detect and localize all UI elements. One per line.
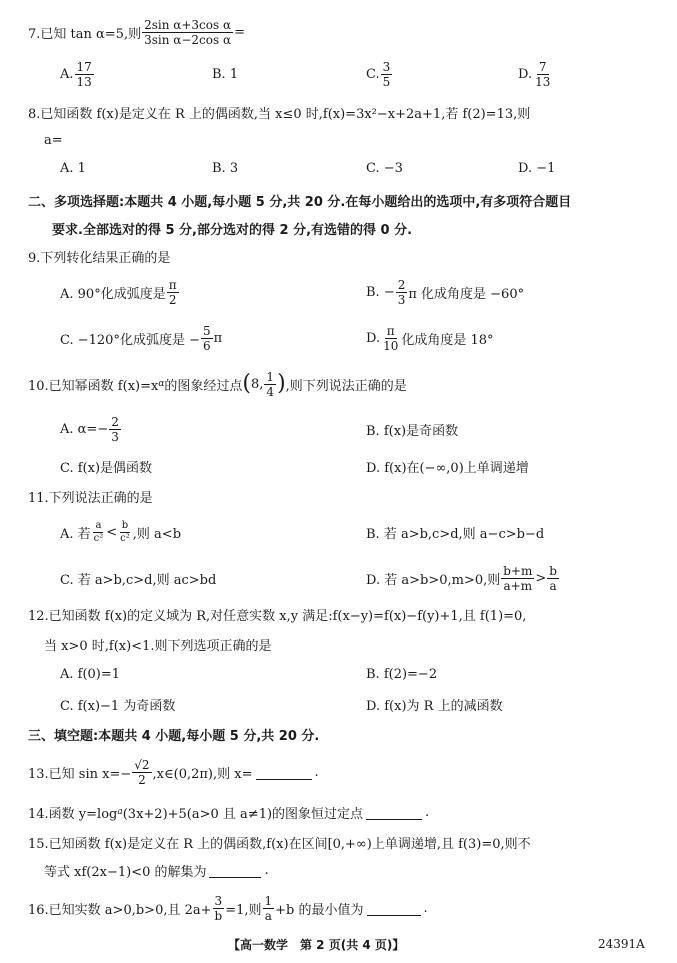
q8-line2: a= bbox=[44, 132, 63, 148]
left-paren: ( bbox=[242, 371, 252, 396]
q7-fraction: $\frac{\text{2sin α+3cos α}}{\text{3sin α−2cos α}}$ bbox=[144, 17, 232, 47]
right-paren: ) bbox=[277, 371, 286, 396]
q8-option-d[interactable]: D. −1 bbox=[518, 160, 556, 176]
page-footer-title: 【高一数学 第 2 页(共 4 页)】 bbox=[228, 937, 405, 952]
q9-option-d[interactable]: D. $\frac{\pi}{10}$ 化成角度是 18° bbox=[366, 323, 494, 353]
q15-answer-blank[interactable] bbox=[209, 863, 261, 878]
q9-option-c[interactable]: C. −120°化成弧度是 − $\frac{5}{6}$ π bbox=[60, 323, 223, 353]
question-16: 16.已知实数 a>0,b>0,且 2a+ $\frac{3}{b}$ =1,则 $\frac{1}{a}$ +b 的最小值为 . bbox=[28, 893, 428, 923]
q15-line2: 等式 xf(2x−1)<0 的解集为 . bbox=[44, 862, 269, 880]
question-8: 8.已知函数 f(x)是定义在 R 上的偶函数,当 x≤0 时,f(x)=3x²−x+2a+1,若 f(2)=13,则 bbox=[28, 106, 531, 122]
q16-answer-blank[interactable] bbox=[367, 901, 421, 916]
q11-option-b[interactable]: B. 若 a>b,c>d,则 a−c>b−d bbox=[366, 526, 545, 542]
q13-answer-blank[interactable] bbox=[256, 765, 312, 780]
q9-option-b[interactable]: B. − $\frac{2}{3}$ π 化成角度是 −60° bbox=[366, 277, 525, 307]
q7-option-a[interactable]: A. $\frac{17}{13}$ bbox=[60, 59, 92, 89]
q10-option-a[interactable]: A. α=− $\frac{2}{3}$ bbox=[60, 414, 119, 444]
q12-line2: 当 x>0 时,f(x)<1.则下列选项正确的是 bbox=[44, 638, 272, 654]
q10-option-d[interactable]: D. f(x)在(−∞,0)上单调递增 bbox=[366, 460, 529, 476]
q8-option-a[interactable]: A. 1 bbox=[60, 160, 86, 176]
q11-option-a[interactable]: A. 若 $\frac{a}{\text{c²}}$ < $\frac{b}{\text{c²}}$ ,则 a<b bbox=[60, 519, 182, 544]
question-13: 13.已知 sin x=− $\frac{√2}{2}$ ,x∈(0,2π),则 x= . bbox=[28, 757, 319, 787]
q7-option-c[interactable]: C. $\frac{3}{5}$ bbox=[366, 59, 391, 89]
q10-option-b[interactable]: B. f(x)是奇函数 bbox=[366, 423, 459, 439]
q7-stem: 7.已知 tan α=5,则 bbox=[28, 26, 142, 42]
section-2-heading-line2: 要求.全部选对的得 5 分,部分选对的得 2 分,有选错的得 0 分. bbox=[52, 222, 413, 238]
page-footer-code: 24391A bbox=[598, 937, 645, 951]
q12-option-b[interactable]: B. f(2)=−2 bbox=[366, 666, 438, 682]
question-9: 9.下列转化结果正确的是 bbox=[28, 250, 171, 266]
question-11: 11.下列说法正确的是 bbox=[28, 490, 153, 506]
section-3-heading: 三、填空题:本题共 4 小题,每小题 5 分,共 20 分. bbox=[28, 728, 320, 744]
q8-option-c[interactable]: C. −3 bbox=[366, 160, 403, 176]
q8-option-b[interactable]: B. 3 bbox=[212, 160, 239, 176]
q14-answer-blank[interactable] bbox=[366, 805, 422, 820]
section-2-heading: 二、多项选择题:本题共 4 小题,每小题 5 分,共 20 分.在每小题给出的选项中,有多项符合题目 bbox=[28, 194, 572, 210]
q11-option-c[interactable]: C. 若 a>b,c>d,则 ac>bd bbox=[60, 572, 217, 588]
q12-option-a[interactable]: A. f(0)=1 bbox=[60, 666, 121, 682]
q9-option-a[interactable]: A. 90°化成弧度是 $\frac{\pi}{2}$ bbox=[60, 277, 177, 307]
question-7: 7.已知 tan α=5,则 $\frac{\text{2sin α+3cos α}}{\text{3sin α−2cos α}}$ = bbox=[28, 17, 245, 47]
q11-option-d[interactable]: D. 若 a>b>0,m>0,则 $\frac{b+m}{a+m}$ > $\frac{b}{a}$ bbox=[366, 563, 557, 593]
q7-option-d[interactable]: D. $\frac{7}{13}$ bbox=[518, 59, 551, 89]
question-12: 12.已知函数 f(x)的定义域为 R,对任意实数 x,y 满足:f(x−y)=f(x)−f(y)+1,且 f(1)=0, bbox=[28, 608, 527, 624]
question-14: 14.函数 y=log a (3x+2)+5(a>0 且 a≠1)的图象恒过定点 . bbox=[28, 804, 430, 822]
q12-option-c[interactable]: C. f(x)−1 为奇函数 bbox=[60, 698, 176, 714]
question-15: 15.已知函数 f(x)是定义在 R 上的偶函数,f(x)在区间[0,+∞)上单调递增,且 f(3)=0,则不 bbox=[28, 836, 531, 852]
q12-option-d[interactable]: D. f(x)为 R 上的减函数 bbox=[366, 698, 503, 714]
q7-option-b[interactable]: B. 1 bbox=[212, 66, 239, 82]
question-10: 10.已知幂函数 f(x)=x α 的图象经过点 ( 8, $\frac{1}{4}$ ) ,则下列说法正确的是 bbox=[28, 369, 407, 399]
q10-option-c[interactable]: C. f(x)是偶函数 bbox=[60, 460, 153, 476]
